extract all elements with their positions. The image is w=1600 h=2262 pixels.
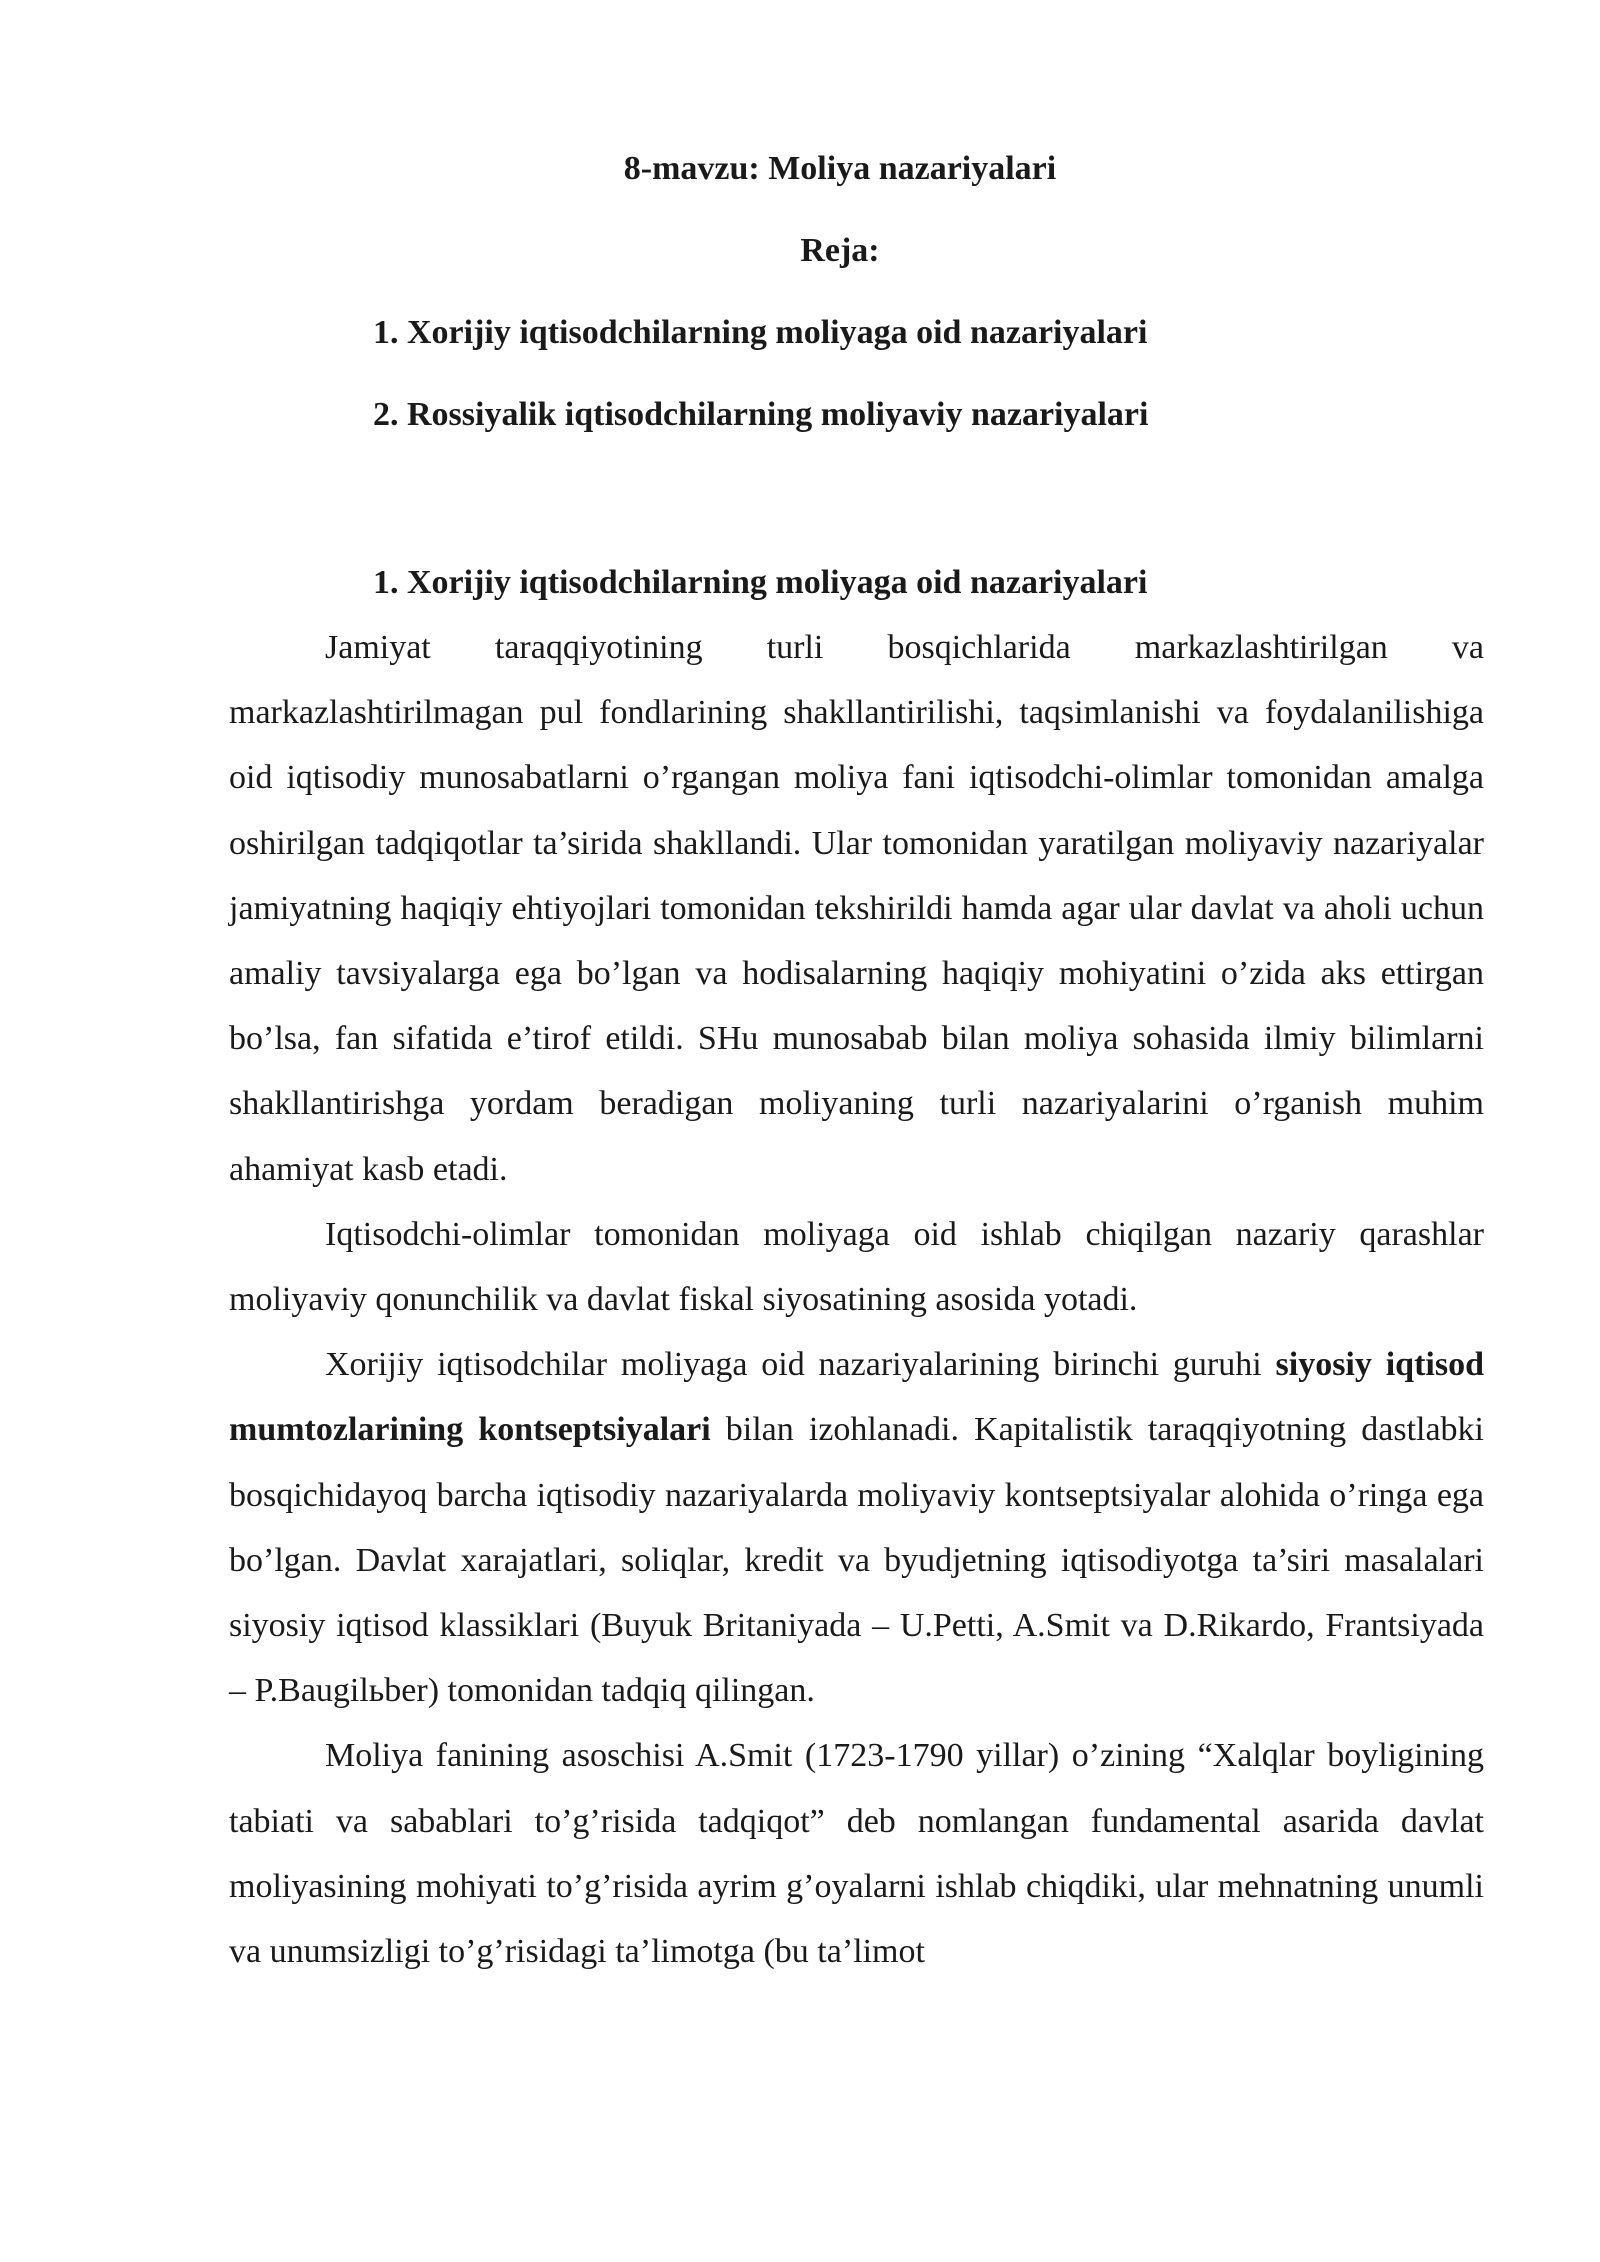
document-title: 8-mavzu: Moliya nazariyalari <box>623 150 1057 187</box>
paragraph-3-bold: siyosiy iqtisod mumtozlarining kontseptsiyalari <box>229 1346 1484 1449</box>
paragraph-4: Moliya fanining asoschisi A.Smit (1723-1790 yillar) o’zining “Xalqlar boyligining tabiati va sabablari to’g’risida tadqiqot” deb nomlangan fundamental asarida davlat moliyasining mohiyati to’g’risida ayrim g’oyalarni ishlab chiqdiki, ular mehnatning unumli va unumsizligi to’g’risidagi ta’limotga (bu ta’limot <box>229 1737 1484 1971</box>
plan-item-1: 1. Xorijiy iqtisodchilarning moliyaga oid nazariyalari <box>373 314 1148 351</box>
body-text <box>229 615 1484 1984</box>
plan-label: Reja: <box>800 232 880 269</box>
plan-item-2: 2. Rossiyalik iqtisodchilarning moliyaviy nazariyalari <box>373 396 1149 433</box>
paragraph-3-before: Xorijiy iqtisodchilar moliyaga oid nazariyalarining birinchi guruhi <box>325 1346 1276 1384</box>
section-heading: 1. Xorijiy iqtisodchilarning moliyaga oid nazariyalari <box>373 564 1148 601</box>
paragraph-2: Iqtisodchi-olimlar tomonidan moliyaga oid ishlab chiqilgan nazariy qarashlar moliyaviy qonunchilik va davlat fiskal siyosatining asosida yotadi. <box>229 1215 1484 1319</box>
paragraph-3-after: bilan izohlanadi. Kapitalistik taraqqiyotning dastlabki bosqichidayoq barcha iqtisodiy nazariyalarda moliyaviy kontseptsiyalar alohida o’ringa ega bo’lgan. Davlat xarajatlari, soliqlar, kredit va byudjetning iqtisodiyotga ta’siri masalalari siyosiy iqtisod klassiklari (Buyuk Britaniyada – U.Petti, A.Smit va D.Rikardo, Frantsiyada – P.Baugilьber) tomonidan tadqiq qilingan. <box>229 1411 1485 1710</box>
plan-list <box>373 312 1148 476</box>
paragraph-3 <box>229 1332 1484 1723</box>
paragraph-1: Jamiyat taraqqiyotining turli bosqichlarida markazlashtirilgan va markazlashtirilmagan pul fondlarining shakllantirilishi, taqsimlanishi va foydalanilishiga oid iqtisodiy munosabatlarni o’rgangan moliya fani iqtisodchi-olimlar tomonidan amalga oshirilgan tadqiqotlar ta’sirida shakllandi. Ular tomonidan yaratilgan moliyaviy nazariyalar jamiyatning haqiqiy ehtiyojlari tomonidan tekshirildi hamda agar ular davlat va aholi uchun amaliy tavsiyalarga ega bo’lgan va hodisalarning haqiqiy mohiyatini o’zida aks ettirgan bo’lsa, fan sifatida e’tirof etildi. SHu munosabab bilan moliya sohasida ilmiy bilimlarni shakllantirishga yordam beradigan moliyaning turli nazariyalarini o’rganish muhim ahamiyat kasb etadi. <box>229 629 1484 1188</box>
